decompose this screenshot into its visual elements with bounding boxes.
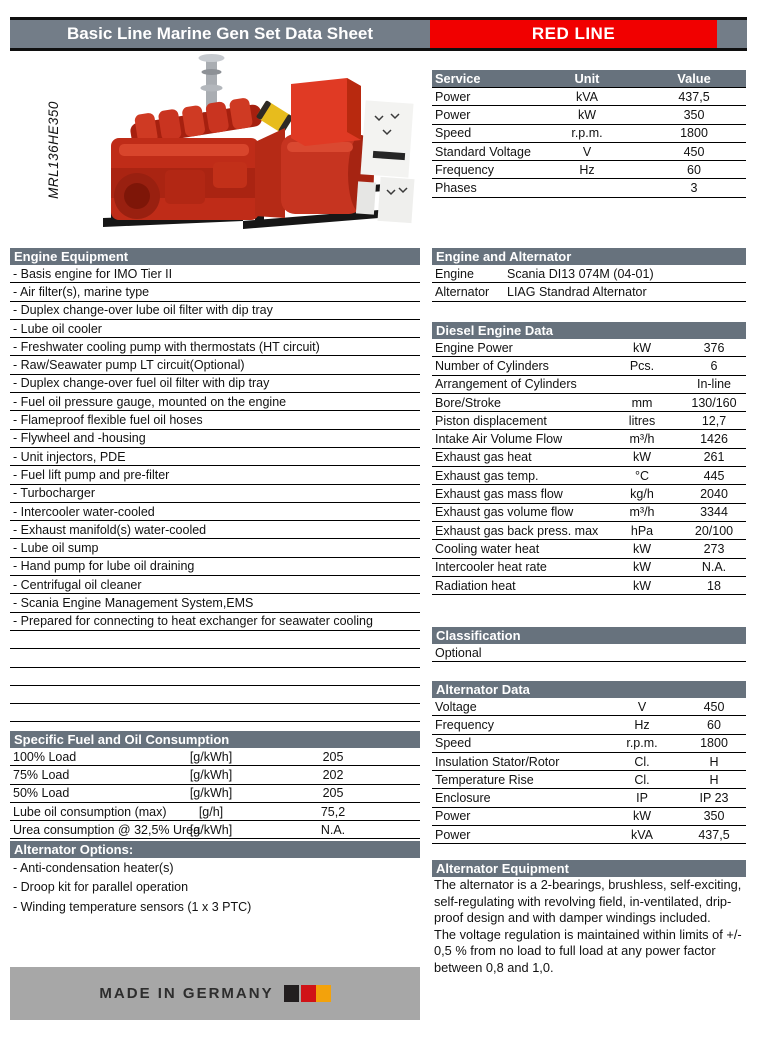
list-item-text: - Droop kit for parallel operation	[13, 880, 189, 895]
list-item	[10, 320, 420, 338]
list-item	[10, 613, 420, 631]
coupling-icon	[256, 100, 294, 134]
row-unit: r.p.m.	[626, 736, 658, 751]
table-row	[432, 179, 746, 197]
row-unit: kVA	[631, 827, 653, 842]
table-row	[432, 577, 746, 595]
list-item	[10, 485, 420, 503]
list-item	[10, 448, 420, 466]
row-unit: mm	[631, 395, 653, 410]
list-item	[10, 649, 420, 667]
list-item	[10, 302, 420, 320]
row-label: Exhaust gas temp.	[435, 468, 539, 483]
table-row	[432, 467, 746, 485]
row-value: H	[709, 772, 719, 787]
list-item-text: - Flameproof flexible fuel oil hoses	[13, 413, 203, 428]
list-item-text: - Flywheel and -housing	[13, 431, 146, 446]
table-row	[432, 504, 746, 522]
row-label: Enclosure	[435, 791, 491, 806]
row-unit: V	[582, 144, 592, 159]
row-value: 75,2	[320, 804, 346, 819]
equipment-paragraph: The alternator is a 2-bearings, brushless, self-exciting, self-regulating with revolving field, in-ventilated, drip-proof design and with damper windings included.	[434, 877, 742, 925]
row-label: Exhaust gas mass flow	[435, 487, 563, 502]
list-item	[10, 539, 420, 557]
row-label: Number of Cylinders	[435, 358, 549, 373]
classification-value: Optional	[435, 645, 482, 660]
table-row	[432, 143, 746, 161]
page-title: Basic Line Marine Gen Set Data Sheet	[66, 24, 374, 43]
flag-gold-segment	[316, 985, 331, 1002]
list-item-text: - Hand pump for lube oil draining	[13, 559, 195, 574]
row-unit: kW	[632, 578, 652, 593]
header-banner	[10, 17, 747, 51]
row-value: Scania DI13 074M (04-01)	[507, 266, 654, 281]
list-item	[10, 897, 420, 917]
table-row	[432, 430, 746, 448]
row-value: 20/100	[694, 523, 734, 538]
row-value: 1800	[700, 736, 728, 751]
table-row	[432, 789, 746, 807]
row-unit: Cl.	[634, 754, 650, 769]
row-value: 261	[703, 450, 725, 465]
table-row	[432, 412, 746, 430]
flag-black-segment	[284, 985, 299, 1002]
row-value: 130/160	[691, 395, 737, 410]
row-label: Power	[435, 89, 471, 104]
row-value: 445	[703, 468, 725, 483]
row-label: 50% Load	[13, 786, 70, 801]
row-unit: kW	[632, 340, 652, 355]
red-line-badge: RED LINE	[430, 20, 717, 48]
list-item	[10, 411, 420, 429]
row-value: N.A.	[701, 560, 727, 575]
engine-equipment-section	[10, 248, 420, 722]
list-item-text: - Lube oil cooler	[13, 321, 102, 336]
row-value: 450	[703, 699, 725, 714]
row-value: 450	[683, 144, 705, 159]
table-row	[432, 771, 746, 789]
list-item-text: - Freshwater cooling pump with thermostats (HT circuit)	[13, 339, 320, 354]
list-item-text: - Air filter(s), marine type	[13, 284, 150, 299]
list-item	[10, 283, 420, 301]
row-label: Intercooler heat rate	[435, 560, 547, 575]
row-unit: [g/kWh]	[189, 767, 233, 782]
table-row	[432, 644, 746, 662]
table-row	[432, 540, 746, 558]
made-in-germany-label: MADE IN GERMANY	[99, 985, 274, 1002]
column-header: Value	[677, 71, 711, 86]
row-unit: m³/h	[629, 505, 655, 520]
row-unit: m³/h	[629, 432, 655, 447]
list-item	[10, 375, 420, 393]
list-item	[10, 466, 420, 484]
row-label: Piston displacement	[435, 413, 547, 428]
german-flag-icon	[284, 985, 331, 1002]
table-row	[432, 449, 746, 467]
row-value: 3344	[700, 505, 728, 520]
list-item-text: - Duplex change-over lube oil filter with dip tray	[13, 303, 273, 318]
equipment-paragraph: The voltage regulation is maintained within limits of +/- 0,5 % from no load to full load at any power factor between 0,8 and 1,0.	[434, 926, 742, 975]
row-unit: Hz	[634, 717, 650, 732]
fuel-consumption-section	[10, 731, 420, 839]
service-table-header	[432, 70, 746, 88]
list-item	[10, 503, 420, 521]
list-item-text: - Fuel lift pump and pre-filter	[13, 467, 170, 482]
row-unit: r.p.m.	[571, 126, 603, 141]
row-unit: litres	[628, 413, 656, 428]
table-row	[432, 735, 746, 753]
section-title: Alternator Data	[432, 681, 746, 698]
row-unit: [g/kWh]	[189, 786, 233, 801]
table-row	[432, 559, 746, 577]
list-item	[10, 704, 420, 722]
diesel-engine-data-section	[432, 322, 746, 595]
row-value: 3	[690, 181, 698, 196]
alternator-data-section	[432, 681, 746, 844]
row-label: 75% Load	[13, 767, 70, 782]
table-row	[432, 698, 746, 716]
row-label: Alternator	[435, 284, 490, 299]
table-row	[432, 283, 746, 301]
table-row	[432, 808, 746, 826]
row-label: Voltage	[435, 699, 477, 714]
table-row	[10, 748, 420, 766]
row-label: Lube oil consumption (max)	[13, 804, 167, 819]
list-item	[10, 576, 420, 594]
row-label: Arrangement of Cylinders	[435, 377, 577, 392]
flag-red-segment	[301, 985, 316, 1002]
alternator-options-section	[10, 841, 420, 917]
list-item	[10, 594, 420, 612]
section-title: Engine and Alternator	[432, 248, 746, 265]
row-value: 1426	[700, 432, 728, 447]
row-unit: hPa	[630, 523, 654, 538]
row-label: Exhaust gas back press. max	[435, 523, 599, 538]
list-item	[10, 878, 420, 898]
row-unit: Hz	[579, 162, 595, 177]
table-row	[10, 821, 420, 839]
section-title: Classification	[432, 627, 746, 644]
row-value: 2040	[700, 487, 728, 502]
row-unit: Pcs.	[629, 358, 655, 373]
row-label: Power	[435, 827, 471, 842]
row-unit: [g/kWh]	[189, 749, 233, 764]
list-item-text: - Scania Engine Management System,EMS	[13, 595, 254, 610]
list-item	[10, 668, 420, 686]
list-item-text: - Anti-condensation heater(s)	[13, 860, 174, 875]
engine-and-alternator-section	[432, 248, 746, 302]
row-value: N.A.	[320, 822, 346, 837]
row-value: 205	[322, 786, 344, 801]
column-header: Service	[435, 71, 481, 86]
row-label: Power	[435, 809, 471, 824]
row-label: Cooling water heat	[435, 541, 540, 556]
service-table	[432, 70, 746, 198]
row-label: Bore/Stroke	[435, 395, 502, 410]
list-item-text: - Centrifugal oil cleaner	[13, 577, 142, 592]
table-row	[432, 753, 746, 771]
list-item	[10, 393, 420, 411]
row-unit: [g/h]	[198, 804, 224, 819]
row-value: 437,5	[698, 827, 730, 842]
row-unit: kW	[632, 809, 652, 824]
row-label: Insulation Stator/Rotor	[435, 754, 560, 769]
row-label: Exhaust gas volume flow	[435, 505, 574, 520]
row-unit: kW	[632, 541, 652, 556]
list-item	[10, 356, 420, 374]
row-value: 376	[703, 340, 725, 355]
row-value: IP 23	[699, 791, 729, 806]
table-row	[432, 161, 746, 179]
row-label: Frequency	[435, 717, 495, 732]
table-row	[432, 522, 746, 540]
list-item	[10, 558, 420, 576]
row-value: 12,7	[701, 413, 727, 428]
table-row	[10, 785, 420, 803]
table-row	[432, 716, 746, 734]
list-item-text: - Unit injectors, PDE	[13, 449, 126, 464]
row-value: 18	[707, 578, 721, 593]
section-title: Diesel Engine Data	[432, 322, 746, 339]
section-title: Alternator Equipment	[432, 860, 746, 877]
row-label: Radiation heat	[435, 578, 516, 593]
section-title: Engine Equipment	[10, 248, 420, 265]
list-item-text: - Intercooler water-cooled	[13, 504, 155, 519]
row-value: 437,5	[678, 89, 710, 104]
list-item-text: - Basis engine for IMO Tier II	[13, 266, 173, 281]
row-value: 273	[703, 541, 725, 556]
table-row	[432, 265, 746, 283]
row-unit: V	[637, 699, 647, 714]
row-label: Exhaust gas heat	[435, 450, 532, 465]
genset-illustration	[95, 50, 415, 242]
list-item-text: - Exhaust manifold(s) water-cooled	[13, 522, 207, 537]
list-item-text: - Fuel oil pressure gauge, mounted on the engine	[13, 394, 287, 409]
row-label: Power	[435, 107, 471, 122]
table-row	[432, 125, 746, 143]
row-label: Engine	[435, 266, 474, 281]
row-unit: [g/kWh]	[189, 822, 233, 837]
table-row	[10, 766, 420, 784]
row-unit: kg/h	[630, 487, 654, 502]
row-label: Standard Voltage	[435, 144, 531, 159]
control-panels-icon	[356, 100, 415, 223]
list-item	[10, 338, 420, 356]
table-row	[432, 826, 746, 844]
table-row	[432, 376, 746, 394]
row-value: 350	[703, 809, 725, 824]
row-label: Frequency	[435, 162, 495, 177]
table-row	[432, 394, 746, 412]
list-item-text: - Duplex change-over fuel oil filter with dip tray	[13, 376, 270, 391]
row-unit: IP	[636, 791, 648, 806]
list-item-text: - Prepared for connecting to heat exchanger for seawater cooling	[13, 614, 373, 629]
table-row	[432, 106, 746, 124]
row-label: 100% Load	[13, 749, 77, 764]
row-value: LIAG Standrad Alternator	[507, 284, 647, 299]
list-item-text: - Winding temperature sensors (1 x 3 PTC)	[13, 899, 252, 914]
column-header: Unit	[574, 71, 600, 86]
row-value: 60	[707, 717, 721, 732]
row-unit: kVA	[576, 89, 598, 104]
row-unit: Cl.	[634, 772, 650, 787]
table-row	[432, 485, 746, 503]
list-item	[10, 686, 420, 704]
row-label: Phases	[435, 181, 477, 196]
table-row	[432, 88, 746, 106]
section-title: Specific Fuel and Oil Consumption	[10, 731, 420, 748]
row-label: Intake Air Volume Flow	[435, 432, 563, 447]
row-value: 6	[710, 358, 718, 373]
list-item	[10, 631, 420, 649]
section-title: Alternator Options:	[10, 841, 420, 858]
row-label: Urea consumption @ 32,5% Urea	[13, 822, 201, 837]
list-item-text: - Lube oil sump	[13, 541, 99, 556]
row-value: 60	[687, 162, 701, 177]
list-item	[10, 265, 420, 283]
row-value: H	[709, 754, 719, 769]
row-unit: kW	[577, 107, 597, 122]
row-value: 1800	[680, 126, 708, 141]
row-label: Speed	[435, 126, 472, 141]
row-value: 202	[322, 767, 344, 782]
list-item-text: - Turbocharger	[13, 486, 95, 501]
genset-image	[95, 50, 415, 242]
list-item	[10, 430, 420, 448]
row-label: Temperature Rise	[435, 772, 534, 787]
row-label: Speed	[435, 736, 472, 751]
row-unit: kW	[632, 560, 652, 575]
row-value: In-line	[696, 377, 732, 392]
row-value: 205	[322, 749, 344, 764]
row-unit: °C	[634, 468, 650, 483]
alternator-equipment-section	[432, 860, 746, 976]
table-row	[432, 357, 746, 375]
model-code-vertical-label: MRL136HE350	[46, 101, 61, 199]
list-item	[10, 858, 420, 878]
footer-bar	[10, 967, 420, 1020]
row-unit: kW	[632, 450, 652, 465]
row-label: Engine Power	[435, 340, 513, 355]
list-item-text: - Raw/Seawater pump LT circuit(Optional)	[13, 358, 245, 373]
table-row	[10, 803, 420, 821]
list-item	[10, 521, 420, 539]
classification-section	[432, 627, 746, 662]
table-row	[432, 339, 746, 357]
row-value: 350	[683, 107, 705, 122]
